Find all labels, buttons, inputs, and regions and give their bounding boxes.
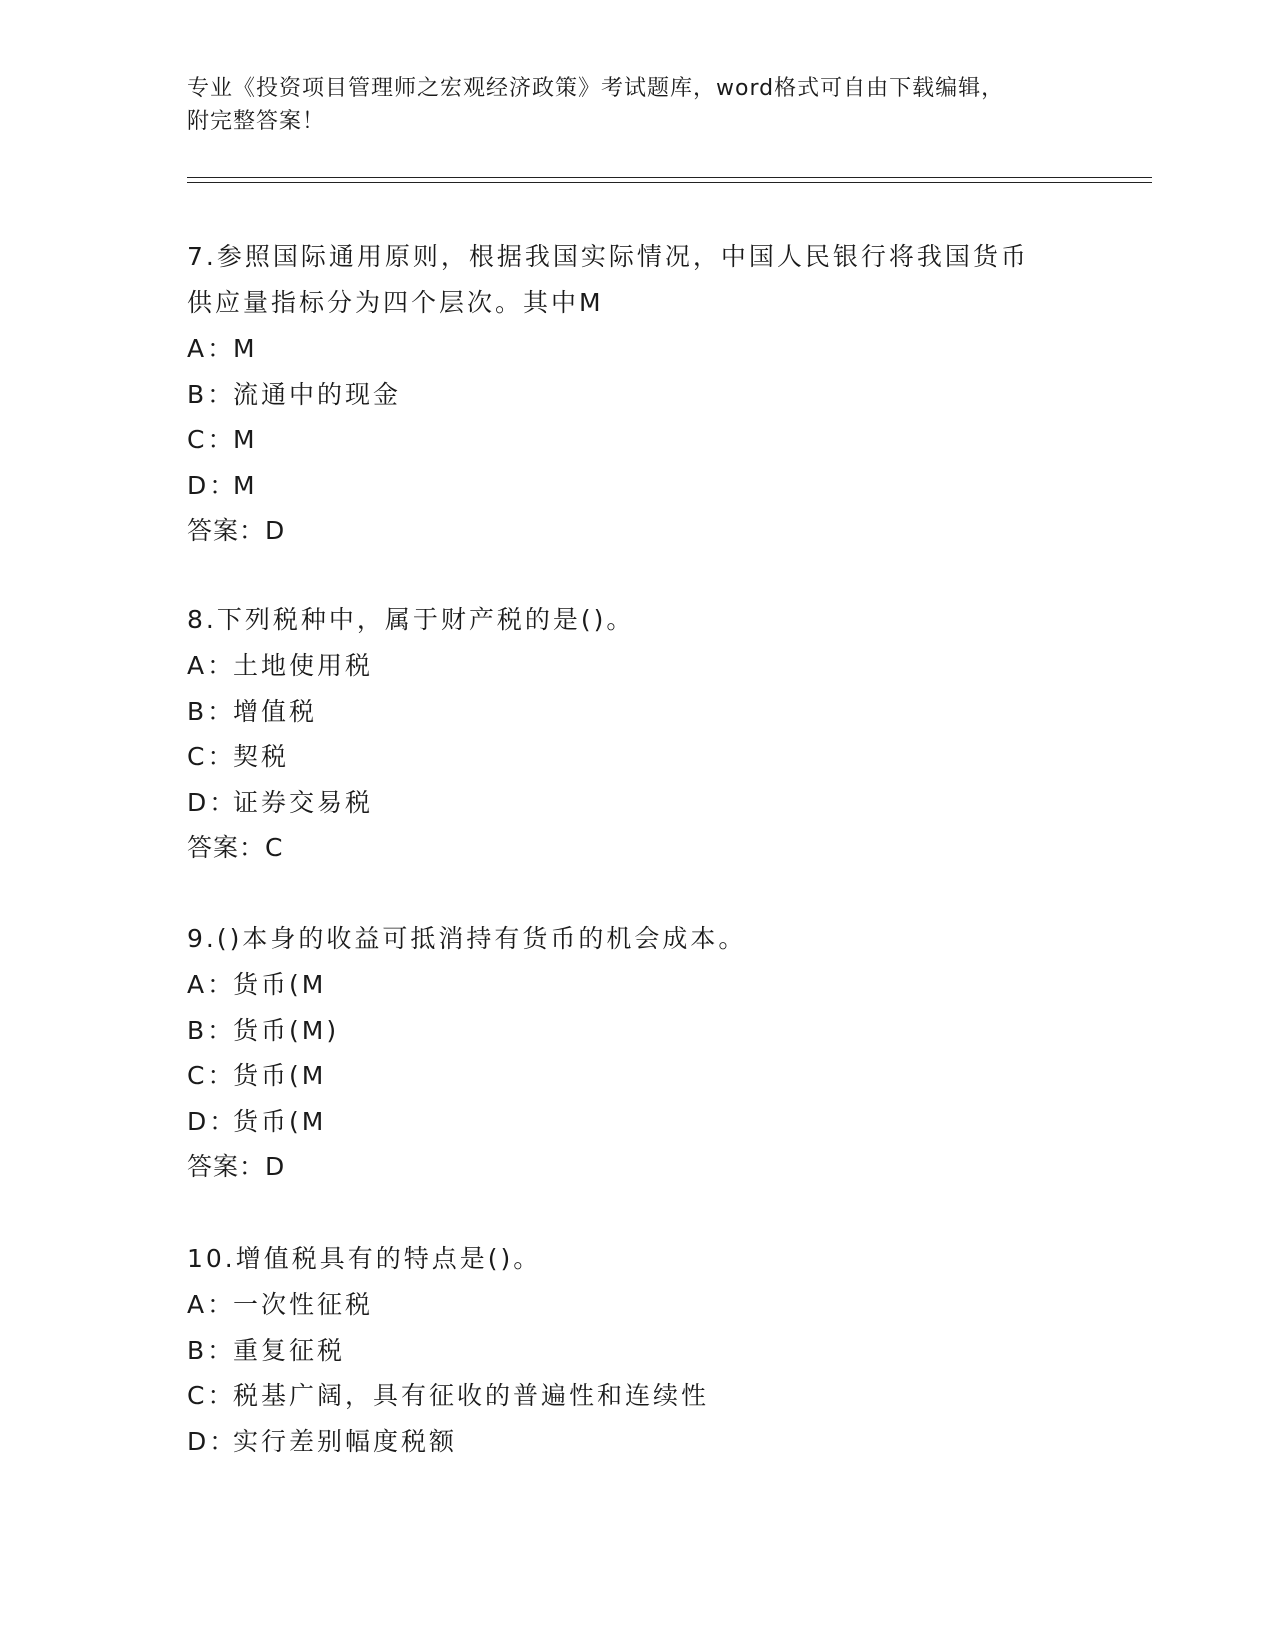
option-c <box>187 734 1087 780</box>
option-d <box>187 463 1087 509</box>
option-c <box>187 417 1087 463</box>
header-line-1: 专业《投资项目管理师之宏观经济政策》考试题库，word格式可自由下载编辑， <box>187 76 1005 101</box>
option-text: 契税 <box>233 742 290 771</box>
question-stem: 10.增值税具有的特点是()。 <box>187 1244 542 1273</box>
option-a <box>187 643 1087 689</box>
question-7 <box>187 234 1087 554</box>
option-text: 重复征税 <box>233 1335 346 1365</box>
question-8 <box>187 597 1087 871</box>
option-a <box>187 326 1087 372</box>
header-divider-bottom <box>187 182 1152 183</box>
option-text: 货币(M <box>233 1106 327 1136</box>
option-key: B： <box>187 1335 236 1365</box>
option-c <box>187 1053 1087 1099</box>
option-key: B： <box>187 1015 236 1045</box>
header-line-2: 附完整答案！ <box>187 109 326 134</box>
option-text: 货币(M) <box>233 1015 340 1045</box>
question-stem-continued: 供应量指标分为四个层次。其中M <box>187 288 604 317</box>
option-key: D： <box>187 1426 238 1456</box>
option-key: C： <box>187 742 236 771</box>
option-d <box>187 780 1087 826</box>
option-key: C： <box>187 425 236 454</box>
document-header <box>187 72 1087 138</box>
question-9 <box>187 916 1087 1190</box>
option-text: M <box>233 334 258 363</box>
option-d <box>187 1099 1087 1145</box>
option-key: A： <box>187 334 236 363</box>
option-key: A： <box>187 1290 236 1319</box>
option-b <box>187 1328 1087 1374</box>
option-key: C： <box>187 1381 236 1410</box>
option-text: 流通中的现金 <box>233 379 402 409</box>
option-key: A： <box>187 970 236 999</box>
option-text: 证券交易税 <box>233 787 374 817</box>
option-text: M <box>233 425 258 454</box>
option-key: D： <box>187 787 238 817</box>
option-key: B： <box>187 696 236 726</box>
option-key: D： <box>187 470 238 500</box>
option-d <box>187 1419 1087 1465</box>
header-divider-top <box>187 177 1152 178</box>
question-stem: 8.下列税种中，属于财产税的是()。 <box>187 605 635 634</box>
answer: 答案：D <box>187 1152 286 1181</box>
answer: 答案：C <box>187 833 284 862</box>
option-key: C： <box>187 1061 236 1090</box>
option-key: A： <box>187 651 236 680</box>
option-text: 货币(M <box>233 1061 327 1090</box>
option-b <box>187 1008 1087 1054</box>
option-a <box>187 1282 1087 1328</box>
option-text: 实行差别幅度税额 <box>233 1426 458 1456</box>
answer: 答案：D <box>187 516 286 545</box>
question-stem: 9.()本身的收益可抵消持有货币的机会成本。 <box>187 924 747 953</box>
option-key: B： <box>187 379 236 409</box>
option-text: 税基广阔，具有征收的普遍性和连续性 <box>233 1381 710 1410</box>
option-key: D： <box>187 1106 238 1136</box>
option-text: M <box>233 470 258 500</box>
option-a <box>187 962 1087 1008</box>
option-b <box>187 689 1087 735</box>
option-text: 土地使用税 <box>233 651 374 680</box>
option-text: 增值税 <box>233 696 318 726</box>
question-10 <box>187 1236 1087 1464</box>
option-text: 一次性征税 <box>233 1290 374 1319</box>
option-c <box>187 1373 1087 1419</box>
option-b <box>187 372 1087 418</box>
question-stem: 7.参照国际通用原则，根据我国实际情况，中国人民银行将我国货币 <box>187 242 1029 271</box>
option-text: 货币(M <box>233 970 327 999</box>
